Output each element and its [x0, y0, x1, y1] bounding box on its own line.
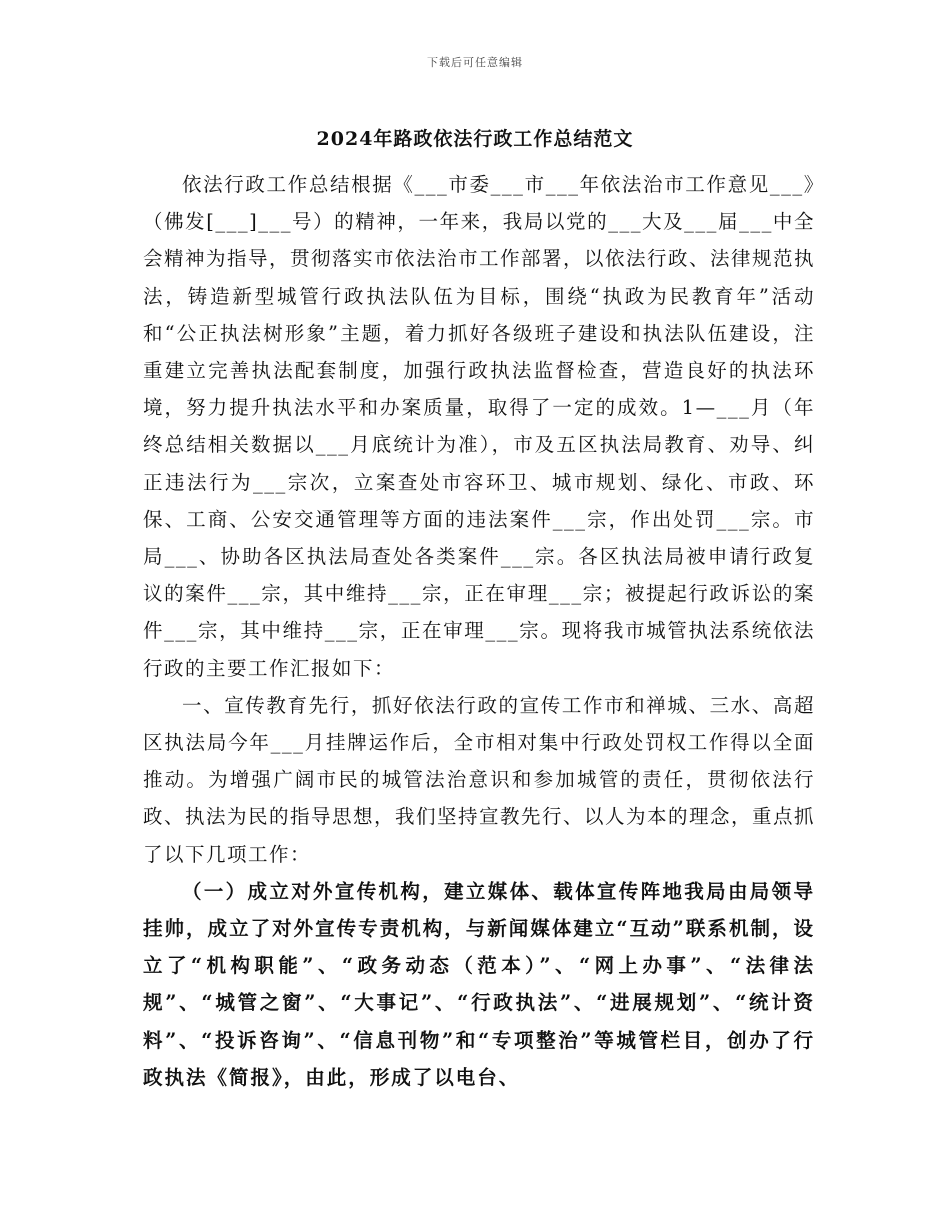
- paragraph-intro: 依法行政工作总结根据《___市委___市___年依法治市工作意见___》（佛发[___]___号）的精神，一年来，我局以党的___大及___届___中全会精神为指导，贯彻落实市依法治市工作部署，以依法行政、法律规范执法，铸造新型城管行政执法队伍为目标，围绕“执政为民教育年”活动和“公正执法树形象”主题，着力抓好各级班子建设和执法队伍建设，注重建立完善执法配套制度，加强行政执法监督检查，营造良好的执法环境，努力提升执法水平和办案质量，取得了一定的成效。1—___月（年终总结相关数据以___月底统计为准），市及五区执法局教育、劝导、纠正违法行为___宗次，立案查处市容环卫、城市规划、绿化、市政、环保、工商、公安交通管理等方面的违法案件___宗，作出处罚___宗。市局___、协助各区执法局查处各类案件___宗。各区执法局被申请行政复议的案件___宗，其中维持___宗，正在审理___宗；被提起行政诉讼的案件___宗，其中维持___宗，正在审理___宗。现将我市城管执法系统依法行政的主要工作汇报如下：: [143, 173, 816, 680]
- header-note: 下载后可任意编辑: [427, 56, 523, 69]
- document-body: [143, 166, 815, 1096]
- document-title: 2024年路政依法行政工作总结范文: [316, 128, 634, 150]
- paragraph-section-one: 一、宣传教育先行，抓好依法行政的宣传工作市和禅城、三水、高超区执法局今年___月挂牌运作后，全市相对集中行政处罚权工作得以全面推动。为增强广阔市民的城管法治意识和参加城管的责任，贯彻依法行政、执法为民的指导思想，我们坚持宣教先行、以人为本的理念，重点抓了以下几项工作：: [143, 693, 816, 866]
- paragraph-subsection-one: （一）成立对外宣传机构，建立媒体、载体宣传阵地我局由局领导挂帅，成立了对外宣传专责机构，与新闻媒体建立“互动”联系机制，设立了“机构职能”、“政务动态（范本）”、“网上办事”、“法律法规”、“城管之窗”、“大事记”、“行政执法”、“进展规划”、“统计资料”、“投诉咨询”、“信息刊物”和“专项整治”等城管栏目，创办了行政执法《简报》，由此，形成了以电台、: [143, 879, 815, 1089]
